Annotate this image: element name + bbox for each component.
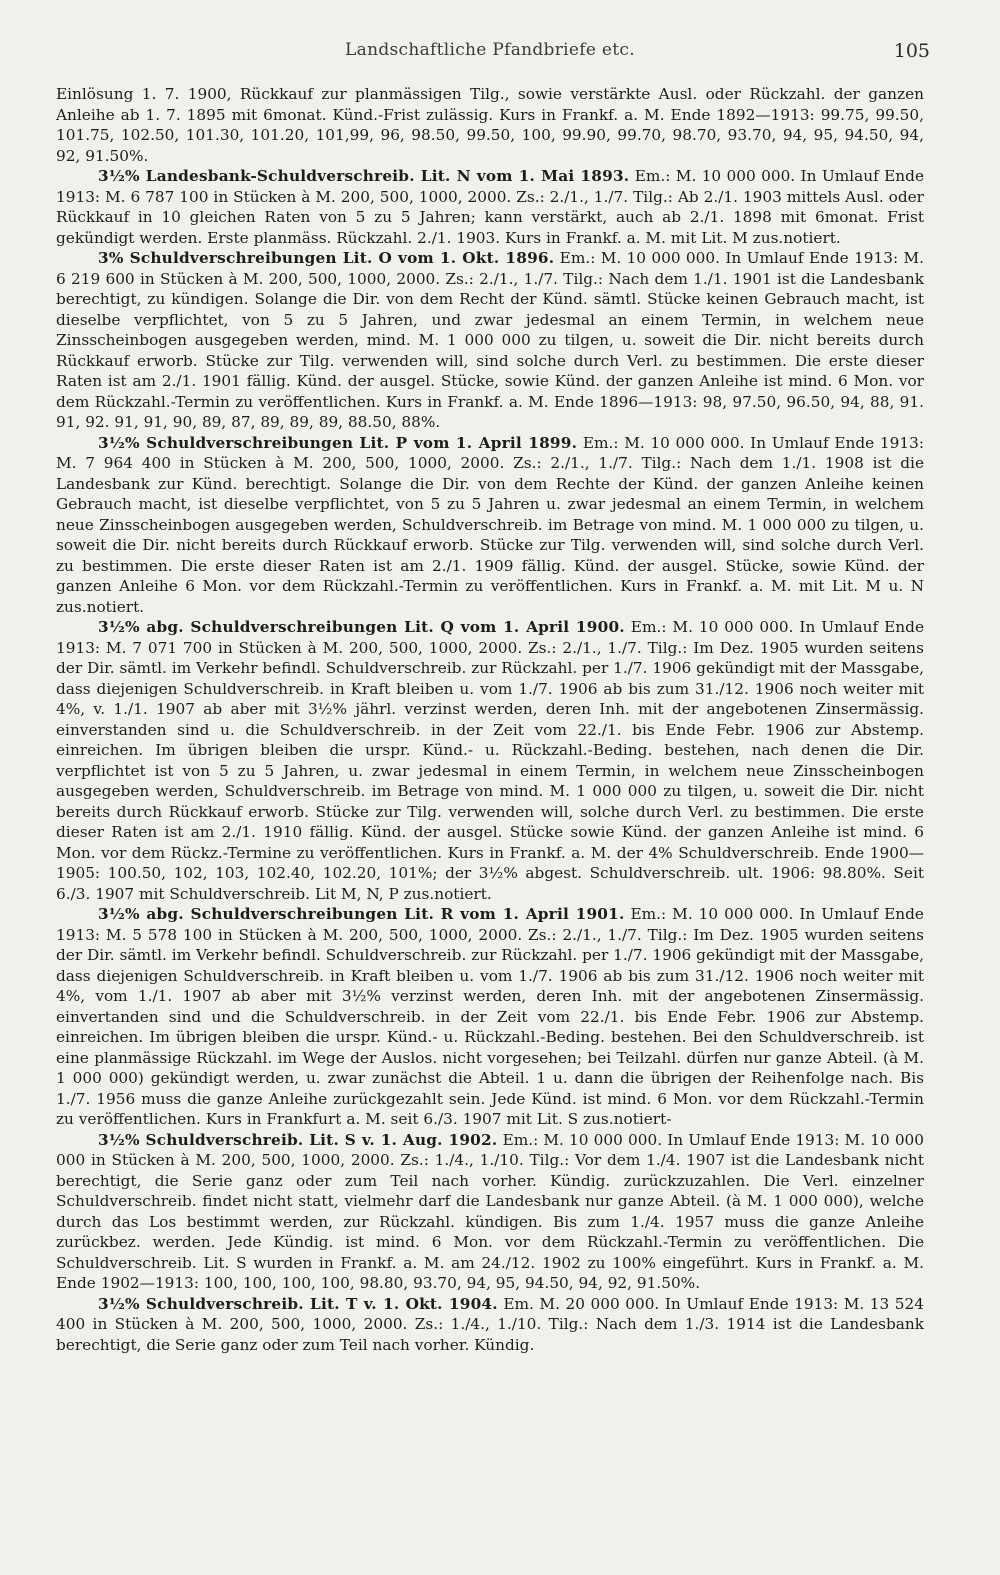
- paragraph-text: Em.: M. 10 000 000. In Umlauf Ende 1913: M. 6 787 100 in Stücken à M. 200, 500, 1000, 2000. Zs.: 2./1., 1./7. Tilg.: Ab 2./1. 1903 mittels Ausl. oder Rückkauf in 10 gleichen Raten von 5 zu 5 Jahren; kann verstärkt, auch ab 2./1. 1898 mit 6monat. Frist gekündigt werden. Erste planmäss. Rückzahl. 2./1. 1903. Kurs in Frankf. a. M. mit Lit. M zus.notiert.: [56, 167, 924, 247]
- paragraph: [56, 1294, 924, 1356]
- paragraph: [56, 433, 924, 618]
- paragraph-text: Em.: M. 10 000 000. In Umlauf Ende 1913: M. 6 219 600 in Stücken à M. 200, 500, 1000, 2000. Zs.: 2./1., 1./7. Tilg.: Nach dem 1./1. 1901 ist die Landesbank berechtigt, zu kündigen. Solange die Dir. von dem Recht der Künd. sämtl. Stücke keinen Gebrauch macht, ist dieselbe verpflichtet, von 5 zu 5 Jahren, und zwar jedesmal an einem Termin, in welchem neue Zinsscheinbogen ausgegeben werden, mind. M. 1 000 000 zu tilgen, u. soweit die Dir. nicht bereits durch Rückkauf erworb. Stücke zur Tilg. verwenden will, sind solche durch Verl. zu bestimmen. Die erste dieser Raten ist am 2./1. 1901 fällig. Künd. der ausgel. Stücke, sowie Künd. der ganzen Anleihe ist mind. 6 Mon. vor dem Rückzahl.-Termin zu veröffentlichen. Kurs in Frankf. a. M. Ende 1896—1913: 98, 97.50, 96.50, 94, 88, 91. 91, 92. 91, 91, 90, 89, 87, 89, 89, 89, 88.50, 88%.: [56, 249, 924, 431]
- paragraph: [56, 904, 924, 1130]
- paragraph-text: Em.: M. 10 000 000. In Umlauf Ende 1913: M. 7 964 400 in Stücken à M. 200, 500, 1000, 2000. Zs.: 2./1., 1./7. Tilg.: Nach dem 1./1. 1908 ist die Landesbank zur Künd. berechtigt. Solange die Dir. von dem Rechte der Künd. der ganzen Anleihe keinen Gebrauch macht, ist dieselbe verpflichtet, von 5 zu 5 Jahren u. zwar jedesmal an einem Termin, in welchem neue Zinsscheinbogen ausgegeben werden, Schuldverschreib. im Betrage von mind. M. 1 000 000 zu tilgen, u. soweit die Dir. nicht bereits durch Rückkauf erworb. Stücke zur Tilg. verwenden will, sind solche durch Verl. zu bestimmen. Die erste dieser Raten ist am 2./1. 1909 fällig. Künd. der ausgel. Stücke, sowie Künd. der ganzen Anleihe 6 Mon. vor dem Rückzahl.-Termin zu veröffentlichen. Kurs in Frankf. a. M. mit Lit. M u. N zus.notiert.: [56, 433, 924, 616]
- paragraph: [56, 248, 924, 433]
- bond-heading: 3½% abg. Schuldverschreibungen Lit. Q vom 1. April 1900.: [98, 618, 625, 636]
- paragraph-text: Em.: M. 10 000 000. In Umlauf Ende 1913: M. 10 000 000 in Stücken à M. 200, 500, 1000, 2000. Zs.: 1./4., 1./10. Tilg.: Vor dem 1./4. 1907 ist die Landesbank nicht berechtigt, die Serie ganz oder zum Teil nach vorher. Kündig. zurückzuzahlen. Die Verl. einzelner Schuldverschreib. findet nicht statt, vielmehr darf die Landesbank nur ganze Abteil. (à M. 1 000 000), welche durch das Los bestimmt werden, zur Rückzahl. kündigen. Bis zum 1./4. 1957 muss die ganze Anleihe zurückbez. werden. Jede Kündig. ist mind. 6 Mon. vor dem Rückzahl.-Termin zu veröffentlichen. Die Schuldverschreib. Lit. S wurden in Frankf. a. M. am 24./12. 1902 zu 100% eingeführt. Kurs in Frankf. a. M. Ende 1902—1913: 100, 100, 100, 100, 98.80, 93.70, 94, 95, 94.50, 94, 92, 91.50%.: [56, 1130, 925, 1292]
- page-header: [56, 40, 930, 84]
- bond-heading: 3½% Schuldverschreib. Lit. T v. 1. Okt. 1904.: [98, 1294, 498, 1313]
- bond-heading: 3½% Schuldverschreib. Lit. S v. 1. Aug. 1902.: [98, 1130, 498, 1149]
- body-text: [56, 84, 924, 1355]
- bond-heading: 3½% Landesbank-Schuldverschreib. Lit. N vom 1. Mai 1893.: [98, 167, 630, 185]
- paragraph: [56, 617, 924, 904]
- paragraph-text: Em.: M. 10 000 000. In Umlauf Ende 1913: M. 7 071 700 in Stücken à M. 200, 500, 1000, 2000. Zs.: 2./1., 1./7. Tilg.: Im Dez. 1905 wurden seitens der Dir. sämtl. im Verkehr befindl. Schuldverschreib. zur Rückzahl. per 1./7. 1906 gekündigt mit der Massgabe, dass diejenigen Schuldverschreib. in Kraft bleiben u. vom 1./7. 1906 ab bis zum 31./12. 1906 noch weiter mit 4%, v. 1./1. 1907 ab aber mit 3½% jährl. verzinst werden, deren Inh. mit der angebotenen Zinsermässig. einverstanden sind u. die Schuldverschreib. in der Zeit vom 22./1. bis Ende Febr. 1906 zur Abstemp. einreichen. Im übrigen bleiben die urspr. Künd.- u. Rückzahl.-Beding. bestehen, nach denen die Dir. verpflichtet ist von 5 zu 5 Jahren, u. zwar jedesmal in einem Termin, in welchem neue Zinsscheinbogen ausgegeben werden, Schuldverschreib. im Betrage von mind. M. 1 000 000 zu tilgen, u. soweit die Dir. nicht bereits durch Rückkauf erworb. Stücke zur Tilg. verwenden will, solche durch Verl. zu bestimmen. Die erste dieser Raten ist am 2./1. 1910 fällig. Künd. der ausgel. Stücke sowie Künd. der ganzen Anleihe ist mind. 6 Mon. vor dem Rückz.-Termine zu veröffentlichen. Kurs in Frankf. a. M. der 4% Schuldverschreib. Ende 1900—1905: 100.50, 102, 103, 102.40, 102.20, 101%; der 3½% abgest. Schuldverschreib. ult. 1906: 98.80%. Seit 6./3. 1907 mit Schuldverschreib. Lit M, N, P zus.notiert.: [56, 618, 925, 903]
- paragraph: [56, 166, 924, 248]
- paragraph-text: Einlösung 1. 7. 1900, Rückkauf zur planmässigen Tilg., sowie verstärkte Ausl. oder Rückzahl. der ganzen Anleihe ab 1. 7. 1895 mit 6monat. Künd.-Frist zulässig. Kurs in Frankf. a. M. Ende 1892—1913: 99.75, 99.50, 101.75, 102.50, 101.30, 101.20, 101,99, 96, 98.50, 99.50, 100, 99.90, 99.70, 98.70, 93.70, 94, 95, 94.50, 94, 92, 91.50%.: [56, 85, 924, 165]
- paragraph: [56, 1130, 924, 1294]
- paragraph-text: Em.: M. 10 000 000. In Umlauf Ende 1913: M. 5 578 100 in Stücken à M. 200, 500, 1000, 2000. Zs.: 2./1., 1./7. Tilg.: Im Dez. 1905 wurden seitens der Dir. sämtl. im Verkehr befindl. Schuldverschreib. zur Rückzahl. per 1./7. 1906 gekündigt mit der Massgabe, dass diejenigen Schuldverschreib. in Kraft bleiben u. vom 1./7. 1906 ab bis zum 31./12. 1906 noch weiter mit 4%, vom 1./1. 1907 ab aber mit 3½% verzinst werden, deren Inh. mit der angebotenen Zinsermässig. einvertanden sind und die Schuldverschreib. in der Zeit vom 22./1. bis Ende Febr. 1906 zur Abstemp. einreichen. Im übrigen bleiben die urspr. Künd.- u. Rückzahl.-Beding. bestehen. Bei den Schuldverschreib. ist eine planmässige Rückzahl. im Wege der Auslos. nicht vorgesehen; bei Teilzahl. dürfen nur ganze Abteil. (à M. 1 000 000) gekündigt werden, u. zwar zunächst die Abteil. 1 u. dann die übrigen der Reihenfolge nach. Bis 1./7. 1956 muss die ganze Anleihe zurückgezahlt sein. Jede Künd. ist mind. 6 Mon. vor dem Rückzahl.-Termin zu veröffentlichen. Kurs in Frankfurt a. M. seit 6./3. 1907 mit Lit. S zus.notiert-: [56, 905, 924, 1128]
- bond-heading: 3% Schuldverschreibungen Lit. O vom 1. Okt. 1896.: [98, 249, 555, 267]
- bond-heading: 3½% abg. Schuldverschreibungen Lit. R vom 1. April 1901.: [98, 905, 625, 923]
- running-title: Landschaftliche Pfandbriefe etc.: [345, 40, 635, 60]
- paragraph-text: Em. M. 20 000 000. In Umlauf Ende 1913: M. 13 524 400 in Stücken à M. 200, 500, 1000, 2000. Zs.: 1./4., 1./10. Tilg.: Nach dem 1./3. 1914 ist die Landesbank berechtigt, die Serie ganz oder zum Teil nach vorher. Kündig.: [56, 1294, 925, 1354]
- paragraph: [56, 84, 924, 166]
- page-number: 105: [893, 40, 930, 62]
- bond-heading: 3½% Schuldverschreibungen Lit. P vom 1. April 1899.: [98, 433, 578, 452]
